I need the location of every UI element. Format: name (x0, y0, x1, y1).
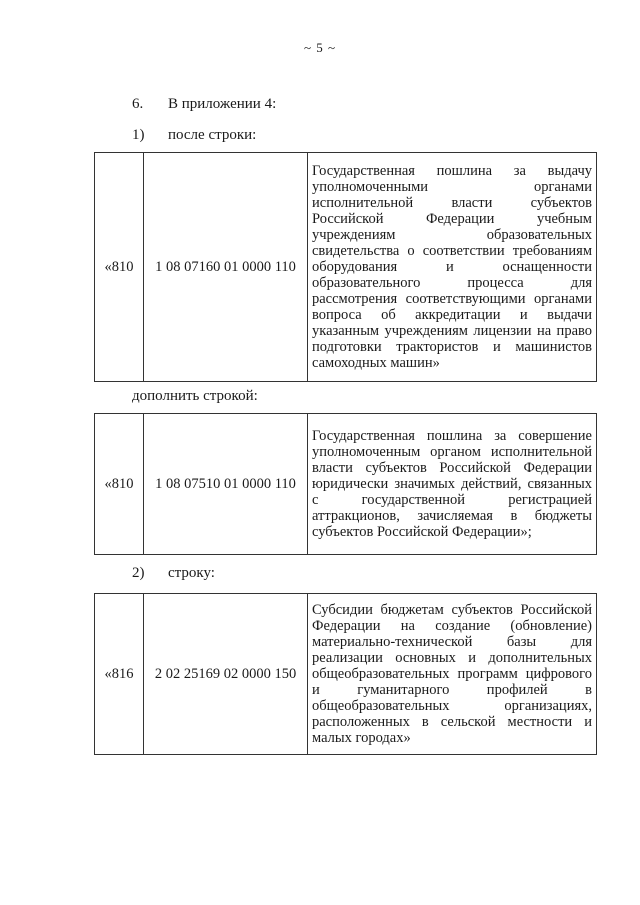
table-row (95, 153, 597, 382)
item-text: дополнить строкой: (132, 388, 258, 404)
row-kbk: 2 02 25169 02 0000 150 (144, 594, 308, 755)
row-name: Государственная пошлина за выдачу уполномоченными органами исполнительной власти субъектов Российской Федерации учебным учреждениям образовательных свидетельства о соответствии требованиям оборудования и оснащенности образовательного процесса для рассмотрения соответствующими органами вопроса об аккредитации и выдачи указанным учреждениям лицензии на право подготовки трактористов и машинистов самоходных машин» (308, 153, 597, 382)
row-name: Субсидии бюджетам субъектов Российской Федерации на создание (обновление) материально-технической базы для реализации основных и дополнительных общеобразовательных программ цифрового и гуманитарного профилей в общеобразовательных организациях, расположенных в сельской местности и малых городах» (308, 594, 597, 755)
budget-row-table-1 (94, 152, 597, 382)
item-text: В приложении 4: (168, 96, 277, 112)
table-row (95, 414, 597, 555)
item-number: 1) (132, 127, 145, 143)
table-row (95, 594, 597, 755)
item-number: 2) (132, 565, 145, 581)
budget-row-table-3 (94, 593, 597, 755)
item-text: строку: (168, 565, 215, 581)
item-text: после строки: (168, 127, 257, 143)
budget-row-table-2 (94, 413, 597, 555)
row-kbk: 1 08 07160 01 0000 110 (144, 153, 308, 382)
item-number: 6. (132, 96, 144, 112)
row-code: «810 (95, 153, 144, 382)
row-name: Государственная пошлина за совершение уполномоченным органом исполнительной власти субъектов Российской Федерации юридически значимых действий, связанных с государственной регистрацией аттракционов, зачисляемая в бюджеты субъектов Российской Федерации»; (308, 414, 597, 555)
row-kbk: 1 08 07510 01 0000 110 (144, 414, 308, 555)
row-code: «816 (95, 594, 144, 755)
row-code: «810 (95, 414, 144, 555)
page-number: ~ 5 ~ (303, 40, 337, 55)
